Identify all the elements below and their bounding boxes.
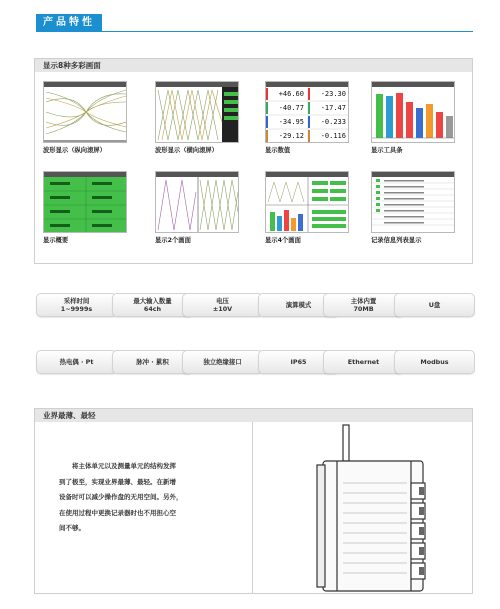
- recorder-side-view-image: [303, 423, 433, 594]
- feature-label: 主体内置: [350, 297, 377, 305]
- value-6: -0.233: [320, 118, 346, 126]
- screen-numeric-values: [265, 81, 349, 143]
- screen-overview: [43, 171, 127, 233]
- feature-usb-drive: [394, 293, 475, 317]
- section-title-tab: 产品特性: [36, 14, 102, 32]
- feature-label: 最大输入数量: [133, 297, 172, 305]
- caption-vertical-waveform: 波形显示（纵向滚屏）: [43, 147, 106, 154]
- description-line: 间不够。: [59, 524, 85, 532]
- caption-overview: 显示概要: [43, 237, 69, 244]
- description-line: 在使用过程中更换记录器时也不用担心空: [59, 508, 176, 517]
- screen-four-screens: [265, 171, 349, 233]
- value-2: -23.30: [320, 90, 346, 98]
- feature-value: 70MB: [353, 305, 374, 313]
- caption-horizontal-waveform: 波形显示（横向滚屏）: [155, 147, 218, 154]
- screen-bargraph: [371, 81, 455, 143]
- thin-light-description: [59, 459, 245, 537]
- description-line: 设备时可以减少操作盘的无用空间。另外，: [59, 493, 183, 501]
- feature-ethernet: [323, 350, 404, 374]
- feature-label: 电压: [216, 297, 229, 305]
- feature-internal-memory: [323, 293, 404, 317]
- value-1: +46.60: [278, 90, 304, 98]
- thin-light-heading: 业界最薄、最轻: [35, 409, 472, 422]
- value-4: -17.47: [320, 104, 346, 112]
- caption-log-list: 记录信息列表显示: [371, 237, 422, 244]
- feature-max-inputs: [112, 293, 193, 317]
- display-modes-heading: 显示8种多彩画面: [35, 59, 472, 72]
- feature-pulse-integration: [112, 350, 193, 374]
- feature-sampling-time: [36, 293, 117, 317]
- feature-value: ±10V: [212, 305, 233, 313]
- caption-two-screens: 显示2个画面: [155, 237, 191, 244]
- feature-label: IP65: [290, 358, 307, 366]
- value-3: -40.77: [278, 104, 304, 112]
- screen-two-screens: [155, 171, 239, 233]
- feature-value: 1~9999s: [60, 305, 93, 313]
- feature-label: 演算模式: [285, 301, 312, 309]
- panel-divider: [252, 422, 253, 593]
- feature-label: 独立绝缘接口: [203, 358, 242, 366]
- value-5: -34.95: [278, 118, 304, 126]
- feature-label: 采样时间: [63, 297, 90, 305]
- feature-modbus: [394, 350, 475, 374]
- feature-label: Modbus: [420, 358, 449, 366]
- feature-label: 热电偶 · Pt: [59, 358, 94, 366]
- caption-four-screens: 显示4个画面: [265, 237, 301, 244]
- feature-label: U盘: [428, 301, 441, 309]
- caption-bargraph: 显示工具条: [371, 147, 403, 154]
- thin-light-panel: [34, 408, 473, 594]
- description-line: 到了极至，实现业界最薄、最轻。在新增: [59, 477, 176, 486]
- feature-thermocouple-pt: [36, 350, 117, 374]
- description-line: 将主体单元以及测量单元的结构发挥: [72, 462, 176, 470]
- display-modes-panel: [34, 58, 473, 264]
- value-7: -29.12: [278, 132, 304, 140]
- feature-value: 64ch: [143, 305, 162, 313]
- feature-label: Ethernet: [347, 358, 380, 366]
- caption-numeric-values: 显示数值: [265, 147, 291, 154]
- screen-horizontal-waveform: [155, 81, 239, 143]
- screen-log-list: [371, 171, 455, 233]
- feature-voltage: [182, 293, 263, 317]
- feature-label: 脉冲 · 累积: [136, 358, 169, 366]
- section-title-rule: [102, 31, 473, 32]
- screen-vertical-waveform: [43, 81, 127, 143]
- feature-isolated-interface: [182, 350, 263, 374]
- value-8: -0.116: [320, 132, 346, 140]
